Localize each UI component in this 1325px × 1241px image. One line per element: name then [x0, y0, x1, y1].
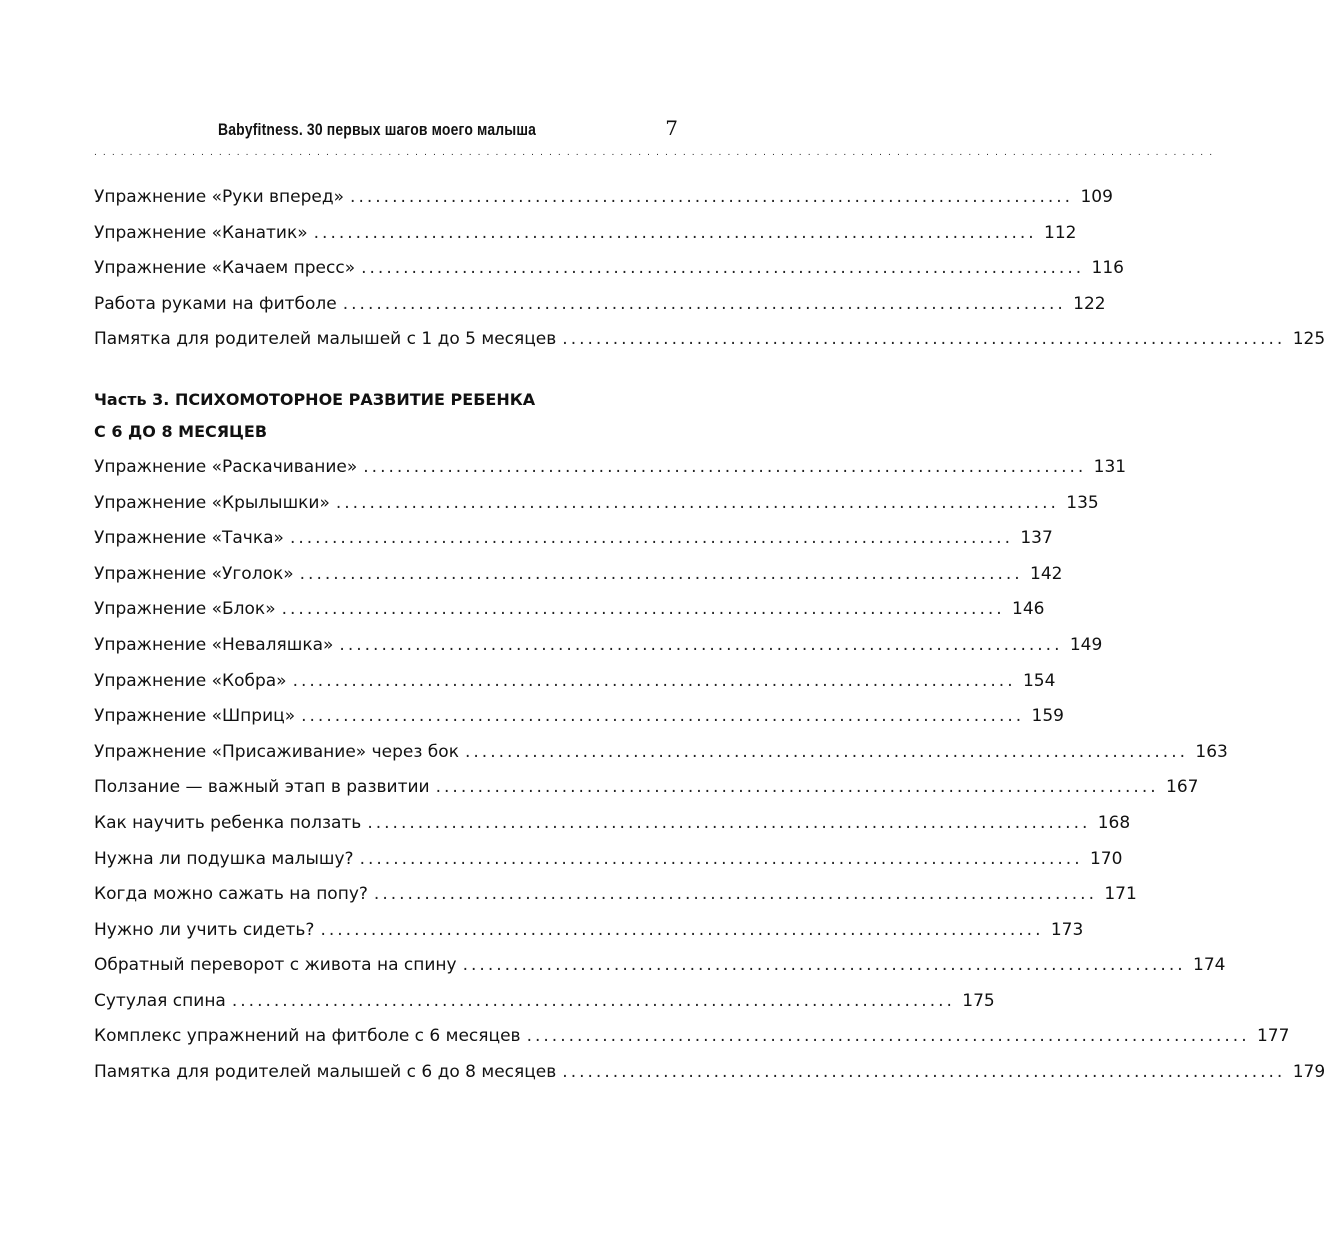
- toc-entry[interactable]: [94, 877, 1137, 913]
- section-heading-line-1: Часть 3. ПСИХОМОТОРНОЕ РАЗВИТИЕ РЕБЕНКА: [94, 389, 536, 409]
- toc-entry-page: 170: [1089, 848, 1123, 869]
- dot-leader: [282, 592, 1001, 628]
- toc-entry[interactable]: [94, 450, 1127, 486]
- toc-entry[interactable]: [94, 735, 1228, 771]
- dot-leader: [527, 1019, 1246, 1055]
- toc-entry-page: 109: [1080, 187, 1113, 207]
- toc-entry-page: 142: [1030, 563, 1063, 584]
- toc-entry-page: 179: [1292, 1062, 1325, 1083]
- toc-entry-title: Упражнение «Шприц»: [94, 706, 296, 727]
- toc-entry[interactable]: [94, 287, 1106, 323]
- toc-entry-page: 168: [1097, 812, 1131, 833]
- toc-entry-title: Когда можно сажать на попу?: [94, 884, 368, 905]
- toc-entry-page: 163: [1195, 741, 1228, 762]
- toc-entry-page: 125: [1292, 329, 1325, 350]
- toc-entry[interactable]: [94, 806, 1131, 842]
- toc-entry[interactable]: [94, 1019, 1290, 1055]
- toc-entry-page: 146: [1012, 599, 1045, 620]
- toc-entry[interactable]: [94, 592, 1045, 628]
- toc-entry-page: 175: [962, 990, 995, 1011]
- toc-entry-title: Ползание — важный этап в развитии: [94, 777, 430, 798]
- dot-leader: [293, 664, 1012, 700]
- toc-entry-title: Нужно ли учить сидеть?: [94, 919, 315, 940]
- dot-leader: [360, 842, 1079, 878]
- toc-entry[interactable]: [94, 913, 1084, 949]
- dot-leader: [290, 521, 1009, 557]
- toc-entry-title: Обратный переворот с живота на спину: [94, 955, 457, 976]
- dot-leader: [320, 913, 1039, 949]
- toc-entry-title: Упражнение «Раскачивание»: [94, 456, 358, 477]
- toc-entry[interactable]: [94, 216, 1077, 252]
- toc-entry-title: Упражнение «Неваляшка»: [94, 634, 334, 655]
- dot-leader: [314, 216, 1033, 252]
- page-header: [94, 118, 680, 148]
- toc-entry-title: Нужна ли подушка малышу?: [94, 848, 354, 869]
- toc-entry-title: Упражнение «Качаем пресс»: [94, 258, 356, 279]
- dot-leader: [343, 287, 1062, 323]
- toc-entry-title: Упражнение «Присаживание» через бок: [94, 741, 459, 762]
- toc-entry-title: Упражнение «Кобра»: [94, 670, 287, 691]
- dot-leader: [562, 322, 1281, 358]
- dot-leader: [436, 770, 1155, 806]
- toc-entry[interactable]: [94, 180, 1113, 216]
- dot-leader: [361, 251, 1080, 287]
- toc-entry[interactable]: [94, 664, 1056, 700]
- toc-entry-title: Упражнение «Канатик»: [94, 222, 308, 243]
- toc-entry[interactable]: [94, 770, 1199, 806]
- toc-entry-page: 154: [1022, 670, 1056, 691]
- toc-entry-title: Упражнение «Блок»: [94, 599, 276, 620]
- dot-leader: [301, 699, 1020, 735]
- toc-entry[interactable]: [94, 628, 1103, 664]
- dot-leader: [562, 1055, 1281, 1091]
- toc-entry[interactable]: [94, 842, 1123, 878]
- header-dotted-rule: . . . . . . . . . . . . . . . . . . . . . . . . . . . . . . . . . . . . . . . . . . . . . . . . . . . . . . . . . . . . . . . . . . . . . . . . . . . . . . . . . . . . . . . . . . . . . . . . . . . . . . . . . . . . . . . . . . . . . . . . . . . . . .: [94, 148, 1214, 158]
- section-heading[interactable]: [94, 384, 680, 448]
- toc-entry[interactable]: [94, 251, 1124, 287]
- toc-entry[interactable]: [94, 557, 1063, 593]
- toc-entry[interactable]: [94, 984, 995, 1020]
- section-heading-line-2: С 6 ДО 8 МЕСЯЦЕВ: [94, 421, 268, 441]
- toc-entry[interactable]: [94, 948, 1226, 984]
- toc-entry-title: Упражнение «Руки вперед»: [94, 187, 345, 207]
- toc-entry-page: 177: [1256, 1026, 1290, 1047]
- dot-leader: [465, 735, 1184, 771]
- toc-entry-page: 116: [1091, 258, 1124, 279]
- dot-leader: [339, 628, 1058, 664]
- toc-entry-page: 159: [1031, 706, 1064, 727]
- page-number: 7: [665, 116, 678, 140]
- toc-entry-page: 122: [1073, 293, 1106, 314]
- toc-entry-title: Сутулая спина: [94, 990, 226, 1011]
- toc-entry-page: 112: [1044, 222, 1077, 243]
- dot-leader: [463, 948, 1182, 984]
- toc-entry-title: Как научить ребенка ползать: [94, 812, 362, 833]
- dot-leader: [367, 806, 1086, 842]
- running-title: Babyfitness. 30 первых шагов моего малыша: [218, 120, 537, 139]
- dot-leader: [300, 557, 1019, 593]
- toc-entry-page: 149: [1069, 634, 1103, 655]
- toc-entry-page: 173: [1050, 919, 1084, 940]
- dot-leader: [350, 180, 1069, 216]
- toc-entry[interactable]: [94, 486, 1099, 522]
- toc-entry-page: 137: [1020, 528, 1053, 549]
- dot-leader: [363, 450, 1082, 486]
- toc-entry-page: 131: [1093, 456, 1127, 477]
- toc-entry-title: Упражнение «Крылышки»: [94, 492, 330, 513]
- toc-entry-title: Работа руками на фитболе: [94, 293, 337, 314]
- toc-entry-page: 167: [1166, 777, 1199, 798]
- toc-entry[interactable]: [94, 322, 1325, 358]
- toc-entry-page: 171: [1104, 884, 1137, 905]
- dot-leader: [336, 486, 1055, 522]
- toc-entry[interactable]: [94, 1055, 1325, 1091]
- toc-entry-title: Упражнение «Уголок»: [94, 563, 294, 584]
- dot-leader: [374, 877, 1093, 913]
- dot-leader: [232, 984, 951, 1020]
- toc-entry-page: 174: [1193, 955, 1226, 976]
- toc-entry-title: Упражнение «Тачка»: [94, 528, 284, 549]
- table-of-contents: [94, 180, 1325, 1091]
- toc-entry-title: Комплекс упражнений на фитболе с 6 месяцев: [94, 1026, 521, 1047]
- toc-entry[interactable]: [94, 521, 1053, 557]
- toc-entry-title: Памятка для родителей малышей с 1 до 5 месяцев: [94, 329, 557, 350]
- toc-entry-title: Памятка для родителей малышей с 6 до 8 месяцев: [94, 1062, 557, 1083]
- toc-entry-page: 135: [1066, 492, 1099, 513]
- toc-entry[interactable]: [94, 699, 1064, 735]
